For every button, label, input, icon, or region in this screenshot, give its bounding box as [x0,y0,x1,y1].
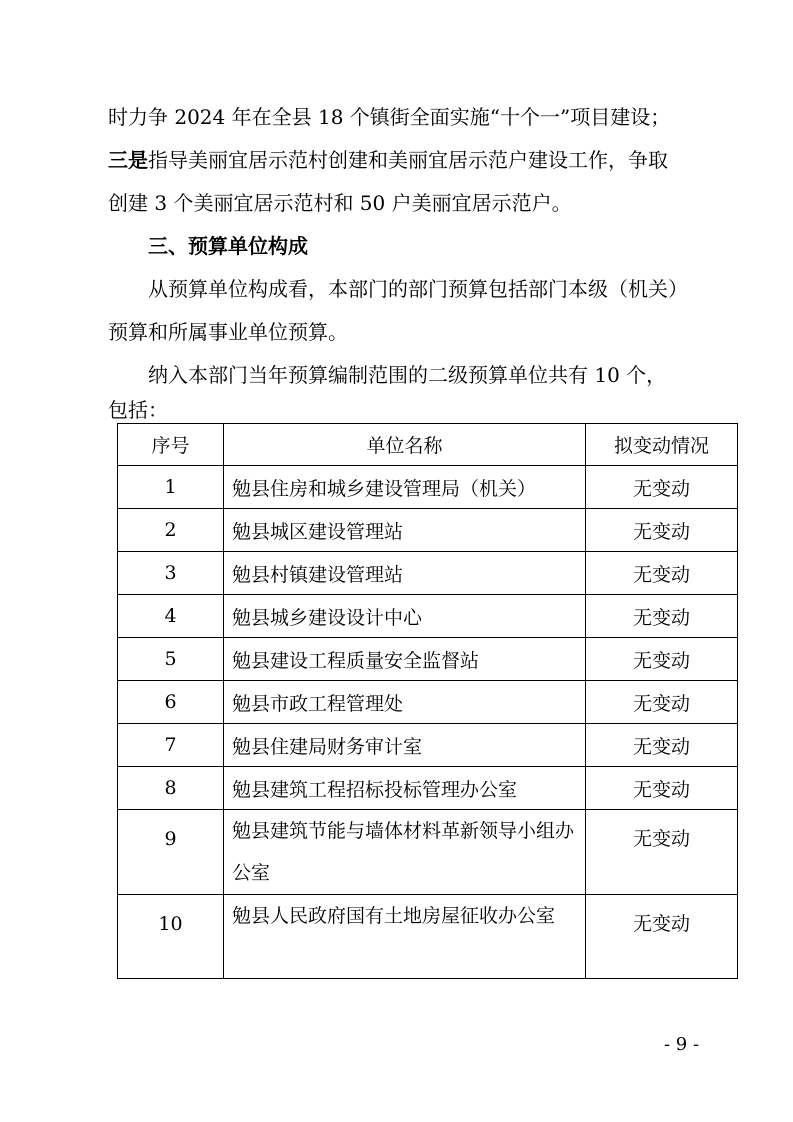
row-change: 无变动 [586,595,738,638]
row-no [118,895,224,979]
section-heading: 三、预算单位构成 [148,234,308,258]
body-line-3: 创建 3 个美丽宜居示范村和 50 户美丽宜居示范户。 [108,191,572,215]
row-no-text: 9 [164,828,177,850]
para2-line-1: 纳入本部门当年预算编制范围的二级预算单位共有 10 个， [148,363,667,387]
header-no: 序号 [118,424,224,466]
row-change: 无变动 [586,466,738,509]
table-row [118,810,738,895]
row-name [224,895,586,979]
table-row [118,767,738,810]
row-no-text: 10 [158,913,183,935]
row-no: 8 [118,767,224,810]
row-change-text: 无变动 [632,828,690,850]
row-change [586,895,738,979]
row-name: 勉县建设工程质量安全监督站 [224,638,586,681]
table-row [118,552,738,595]
row-no: 3 [118,552,224,595]
row-no: 2 [118,509,224,552]
row-name: 勉县城区建设管理站 [224,509,586,552]
page-number: - 9 - [664,1034,700,1055]
para2-line-2: 包括： [108,398,168,422]
body-line-2-text: 指导美丽宜居示范村创建和美丽宜居示范户建设工作，争取 [148,148,668,172]
row-change: 无变动 [586,767,738,810]
row-change-text: 无变动 [632,913,690,935]
body-line-2 [108,146,668,174]
para1-line-1: 从预算单位构成看，本部门的部门预算包括部门本级（机关） [148,277,688,301]
table-header-row [118,424,738,466]
row-change: 无变动 [586,681,738,724]
emphasis-label: 三是 [108,148,148,172]
row-name: 勉县住房和城乡建设管理局（机关） [224,466,586,509]
table-row [118,895,738,979]
table-row [118,466,738,509]
row-name [224,810,586,895]
budget-unit-table [117,423,738,979]
row-no: 7 [118,724,224,767]
row-change: 无变动 [586,509,738,552]
row-name: 勉县住建局财务审计室 [224,724,586,767]
table-row [118,724,738,767]
row-name: 勉县建筑工程招标投标管理办公室 [224,767,586,810]
row-change: 无变动 [586,724,738,767]
row-change: 无变动 [586,552,738,595]
row-no: 6 [118,681,224,724]
row-name-text: 勉县建筑节能与墙体材料革新领导小组办公室 [232,820,575,884]
table-row [118,681,738,724]
row-change: 无变动 [586,638,738,681]
row-name: 勉县村镇建设管理站 [224,552,586,595]
row-no: 4 [118,595,224,638]
table-row [118,638,738,681]
para1-line-2: 预算和所属事业单位预算。 [108,320,348,344]
row-name-text: 勉县人民政府国有土地房屋征收办公室 [232,905,556,927]
header-name: 单位名称 [224,424,586,466]
table-row [118,509,738,552]
body-line-1: 时力争 2024 年在全县 18 个镇街全面实施“十个一”项目建设； [108,105,671,129]
row-change [586,810,738,895]
header-change: 拟变动情况 [586,424,738,466]
row-no: 5 [118,638,224,681]
row-name: 勉县城乡建设设计中心 [224,595,586,638]
row-name: 勉县市政工程管理处 [224,681,586,724]
row-no: 1 [118,466,224,509]
row-no [118,810,224,895]
table-row [118,595,738,638]
